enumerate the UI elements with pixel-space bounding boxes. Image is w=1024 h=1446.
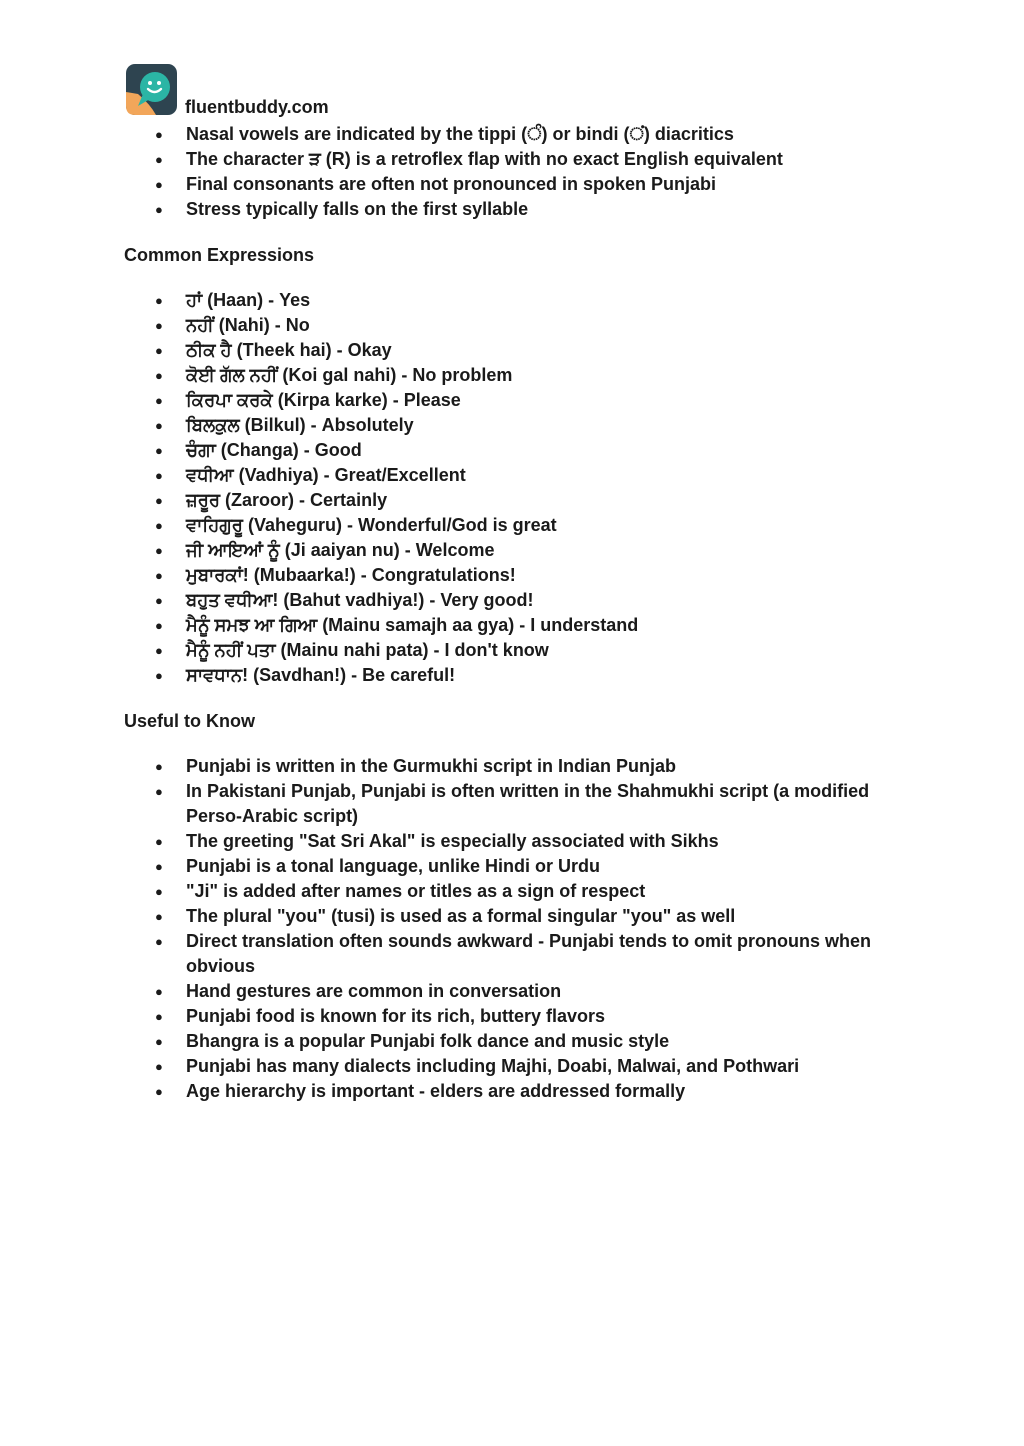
site-name: fluentbuddy.com (185, 97, 329, 117)
list-item: ● ਮੈਨੂੰ ਸਮਝ ਆ ਗਿਆ (Mainu samajh aa gya) - I understand (0, 613, 1024, 638)
list-item: ● ਸਾਵਧਾਨ! (Savdhan!) - Be careful! (0, 663, 1024, 688)
list-item: ● ਜੀ ਆਇਆਂ ਨੂੰ (Ji aaiyan nu) - Welcome (0, 538, 1024, 563)
list-item: ● ਬਿਲਕੁਲ (Bilkul) - Absolutely (0, 413, 1024, 438)
list-item: ● The plural "you" (tusi) is used as a formal singular "you" as well (0, 904, 1024, 929)
list-item: ● Age hierarchy is important - elders are addressed formally (0, 1079, 1024, 1104)
list-item: ● ਨਹੀਂ (Nahi) - No (0, 313, 1024, 338)
list-item: ● Nasal vowels are indicated by the tippi (ੰ) or bindi (ਂ) diacritics (0, 122, 1024, 147)
list-item: ● "Ji" is added after names or titles as a sign of respect (0, 879, 1024, 904)
list-item: ● Punjabi food is known for its rich, buttery flavors (0, 1004, 1024, 1029)
list-item: ● ਜ਼ਰੂਰ (Zaroor) - Certainly (0, 488, 1024, 513)
list-item: ● ਹਾਂ (Haan) - Yes (0, 288, 1024, 313)
list-item: ● Punjabi is written in the Gurmukhi script in Indian Punjab (0, 754, 1024, 779)
section-heading-common-expressions: Common Expressions (124, 245, 315, 265)
list-item: ● The character ੜ (R) is a retroflex flap with no exact English equivalent (0, 147, 1024, 172)
list-item: ● ਠੀਕ ਹੈ (Theek hai) - Okay (0, 338, 1024, 363)
list-item: ● ਮੈਨੂੰ ਨਹੀਂ ਪਤਾ (Mainu nahi pata) - I don't know (0, 638, 1024, 663)
list-item: ● Hand gestures are common in conversation (0, 979, 1024, 1004)
useful-to-know-list (0, 754, 1024, 1104)
list-item: ● Punjabi is a tonal language, unlike Hindi or Urdu (0, 854, 1024, 879)
list-item: ● In Pakistani Punjab, Punjabi is often written in the Shahmukhi script (a modified Perso-Arabic script) (0, 779, 1024, 829)
list-item: ● Stress typically falls on the first syllable (0, 197, 1024, 222)
list-item: ● The greeting "Sat Sri Akal" is especially associated with Sikhs (0, 829, 1024, 854)
chat-bubble-smile-icon (126, 64, 177, 115)
list-item: ● Direct translation often sounds awkward - Punjabi tends to omit pronouns when obvious (0, 929, 1024, 979)
common-expressions-list (0, 288, 1024, 688)
list-item: ● ਮੁਬਾਰਕਾਂ! (Mubaarka!) - Congratulations! (0, 563, 1024, 588)
list-item: ● Punjabi has many dialects including Majhi, Doabi, Malwai, and Pothwari (0, 1054, 1024, 1079)
list-item: ● ਬਹੁਤ ਵਧੀਆ! (Bahut vadhiya!) - Very good! (0, 588, 1024, 613)
list-item: ● Bhangra is a popular Punjabi folk dance and music style (0, 1029, 1024, 1054)
list-item: ● ਕਿਰਪਾ ਕਰਕੇ (Kirpa karke) - Please (0, 388, 1024, 413)
section-heading-useful-to-know: Useful to Know (124, 711, 255, 731)
pronunciation-notes-list (0, 122, 1024, 222)
list-item: ● ਚੰਗਾ (Changa) - Good (0, 438, 1024, 463)
list-item: ● ਕੋਈ ਗੱਲ ਨਹੀਂ (Koi gal nahi) - No problem (0, 363, 1024, 388)
list-item: ● ਵਧੀਆ (Vadhiya) - Great/Excellent (0, 463, 1024, 488)
list-item: ● ਵਾਹਿਗੁਰੂ (Vaheguru) - Wonderful/God is great (0, 513, 1024, 538)
list-item: ● Final consonants are often not pronounced in spoken Punjabi (0, 172, 1024, 197)
